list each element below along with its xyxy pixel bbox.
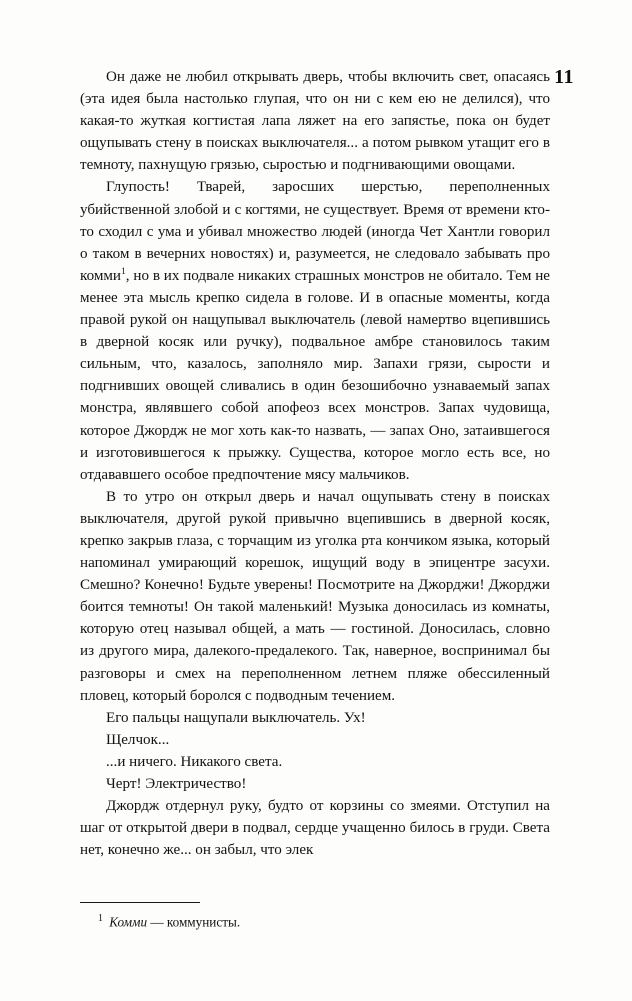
paragraph: Его пальцы нащупали выключатель. Ух! [106, 709, 366, 726]
paragraph: ...и ничего. Никакого света. [106, 753, 283, 770]
paragraph: Черт! Электричество! [106, 776, 247, 792]
paragraph: В то утро он открыл дверь и начал ощупывать стену в поисках выключателя, другой рукой привычно вцепившись в дверной косяк, крепко закрыв глаза, с торчащим из уголка рта кончиком языка, который напоминал умирающий корешок, ищущий воду в эпицентре засухи. Смешно? Конечно! Будьте уверены! Посмотрите на Джорджи! Джорджи боится темноты! Он такой маленький! Музыка доносилась из комнаты, которую отец называл общей, а мать — гостиной. Доносилась, словно из другого мира, далекого-предалекого. Так, наверное, воспринимал бы разговоры и смех на переполненном летнем пляже обессиленный пловец, который боролся с подводным течением. [80, 488, 550, 704]
paragraph [80, 176, 550, 485]
paragraph-text: Глупость! Тварей, заросших шерстью, переполненных убийственной злобой и с когтями, не существует. Время от времени кто-то сходил с ума и убивал множество людей (иногда Чет Хантли говорил о таком в вечерних новостях) и, разумеется, не следовало забывать про комми$^1$, но в их подвале никаких страшных монстров не обитало. Тем не менее эта мысль крепко сидела в голове. И в опасные моменты, когда правой рукой он нащупывал выключатель (левой намертво вцепившись в дверной косяк или ручку), подвальное амбре становилось таким сильным, что, казалось, заполняло мир. Запахи грязи, сырости и подгнивших овощей сливались в один безошибочно узнаваемый запах монстра, являвшего собой апофеоз всех монстров. Запах чудовища, которое Джордж не мог хоть как-то назвать, — запах Оно, затаившегося и изготовившегося к прыжку. Существа, которое могло есть все, но отдававшего особое предпочтение мясу мальчиков. [80, 179, 550, 483]
paragraph: Джордж отдернул руку, будто от корзины со змеями. Отступил на шаг от открытой двери в подвал, сердце учащенно билось в груди. Света нет, конечно же... он забыл, что элек [80, 798, 550, 859]
footnote-text: — коммунисты. [150, 914, 241, 930]
page-number: 11 [554, 66, 574, 88]
footnote-area [80, 902, 550, 931]
footnote [80, 910, 550, 931]
footnote-term: Комми [109, 914, 148, 930]
footnote-reference: 1 [121, 266, 126, 277]
footnote-separator [80, 902, 200, 903]
paragraph: Щелчок... [106, 731, 170, 748]
body-text [80, 66, 550, 861]
paragraph: Он даже не любил открывать дверь, чтобы включить свет, опасаясь (эта идея была настолько глупая, что он ни с кем ею не делился), что какая-то жуткая когтистая лапа ляжет на его запястье, пока он будет ощупывать стену в поисках выключателя... а потом рывком утащит его в темноту, пахнущую грязью, сыростью и подгнивающими овощами. [80, 69, 550, 174]
footnote-marker: 1 [98, 913, 103, 924]
